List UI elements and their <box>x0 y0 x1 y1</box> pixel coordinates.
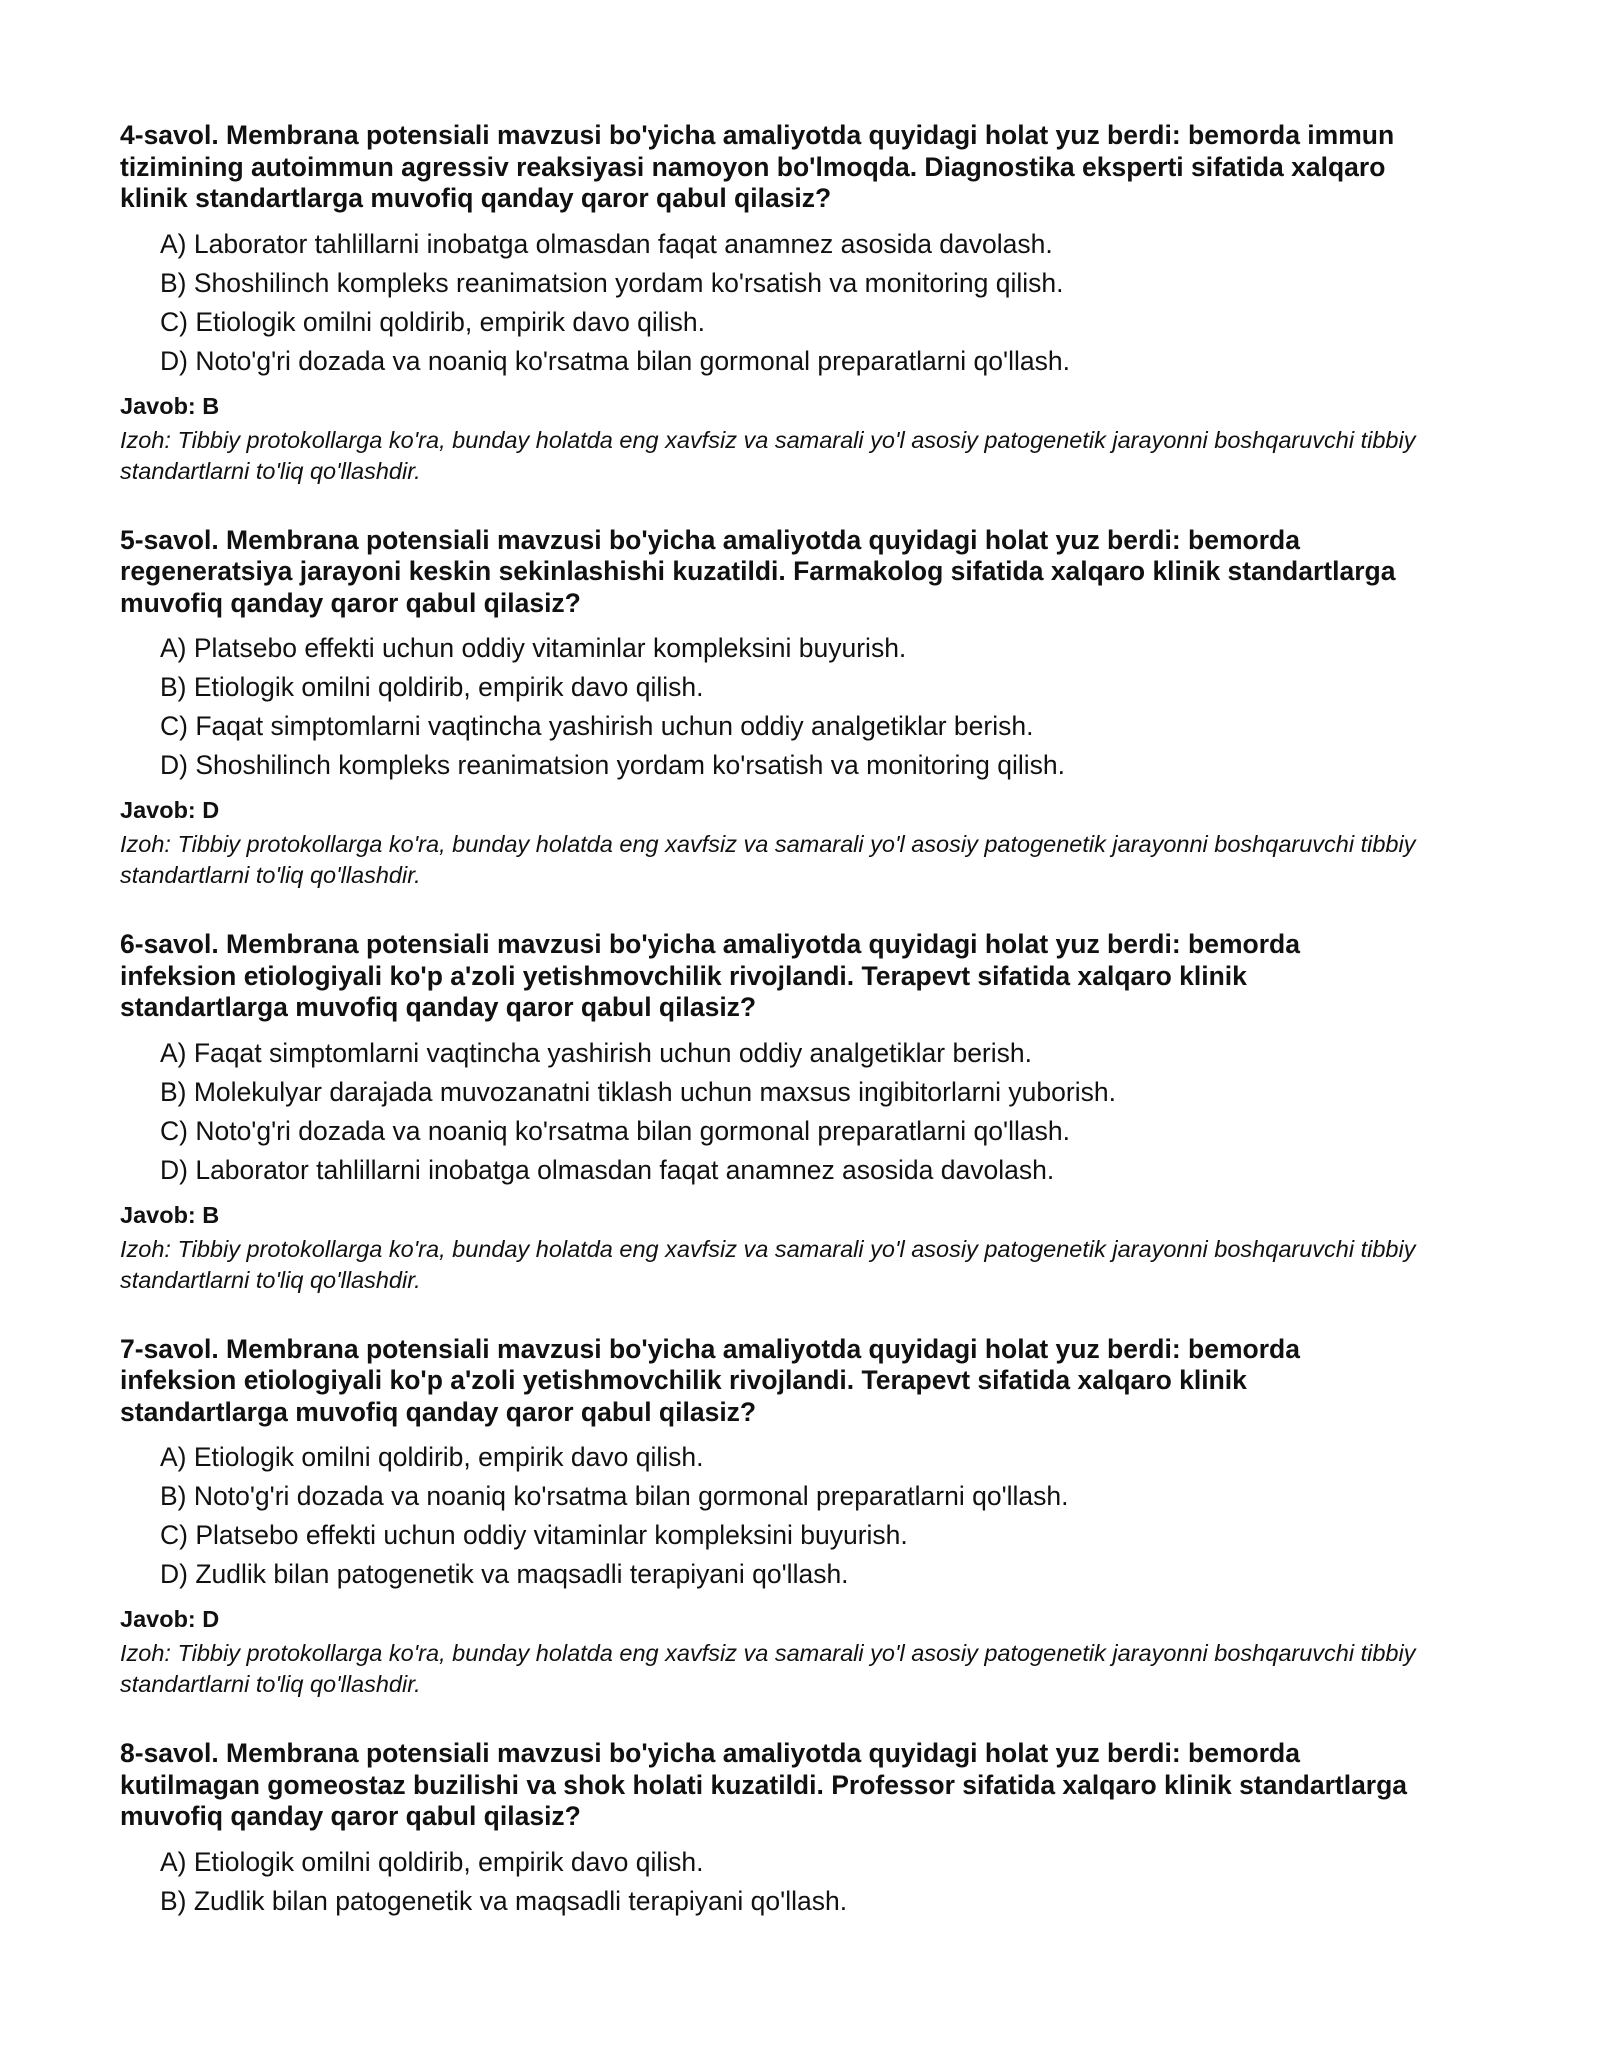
explanation-note: Izoh: Tibbiy protokollarga ko'ra, bunday holatda eng xavfsiz va samarali yo'l asosiy patogenetik jarayonni boshqaruvchi tibbiy standartlarni to'liq qo'llashdir. <box>120 1235 1416 1293</box>
option-a: A) Etiologik omilni qoldirib, empirik davo qilish. <box>160 1846 704 1877</box>
question-title: 4-savol. Membrana potensiali mavzusi bo'yicha amaliyotda quyidagi holat yuz berdi: bemorda immun tizimining autoimmun agressiv reaksiyasi namoyon bo'lmoqda. Diagnostika eksperti sifatida xalqaro klinik standartlarga muvofiq qanday qaror qabul qilasiz? <box>120 120 1395 213</box>
option-b: B) Zudlik bilan patogenetik va maqsadli terapiyani qo'llash. <box>160 1885 848 1916</box>
option-b: B) Etiologik omilni qoldirib, empirik davo qilish. <box>160 672 704 702</box>
option-a: A) Laborator tahlillarni inobatga olmasdan faqat anamnez asosida davolash. <box>160 228 1053 259</box>
option-a: A) Platsebo effekti uchun oddiy vitaminlar kompleksini buyurish. <box>160 633 907 663</box>
option-d: D) Zudlik bilan patogenetik va maqsadli terapiyani qo'llash. <box>160 1559 849 1589</box>
question-5 <box>120 525 1420 892</box>
option-list <box>120 629 1420 785</box>
question-8 <box>120 1738 1420 1921</box>
answer-label: Javob: B <box>120 392 220 419</box>
option-c: C) Etiologik omilni qoldirib, empirik davo qilish. <box>160 306 705 337</box>
question-7 <box>120 1334 1420 1701</box>
option-b: B) Noto'g'ri dozada va noaniq ko'rsatma bilan gormonal preparatlarni qo'llash. <box>160 1481 1069 1511</box>
question-title: 7-savol. Membrana potensiali mavzusi bo'yicha amaliyotda quyidagi holat yuz berdi: bemorda infeksion etiologiyali ko'p a'zoli yetishmovchilik rivojlandi. Terapevt sifatida xalqaro klinik standartlarga muvofiq qanday qaror qabul qilasiz? <box>120 1333 1300 1427</box>
question-title: 5-savol. Membrana potensiali mavzusi bo'yicha amaliyotda quyidagi holat yuz berdi: bemorda regeneratsiya jarayoni keskin sekinlashishi kuzatildi. Farmakolog sifatida xalqaro klinik standartlarga muvofiq qanday qaror qabul qilasiz? <box>120 524 1396 618</box>
option-d: D) Shoshilinch kompleks reanimatsion yordam ko'rsatish va monitoring qilish. <box>160 750 1065 780</box>
explanation-note: Izoh: Tibbiy protokollarga ko'ra, bunday holatda eng xavfsiz va samarali yo'l asosiy patogenetik jarayonni boshqaruvchi tibbiy standartlarni to'liq qo'llashdir. <box>120 831 1416 888</box>
option-list <box>120 1843 1420 1921</box>
document-page <box>120 120 1420 1959</box>
option-list <box>120 225 1420 381</box>
question-4 <box>120 120 1420 487</box>
option-d: D) Laborator tahlillarni inobatga olmasdan faqat anamnez asosida davolash. <box>160 1154 1055 1185</box>
option-c: C) Platsebo effekti uchun oddiy vitaminlar kompleksini buyurish. <box>160 1520 908 1550</box>
question-6 <box>120 929 1420 1296</box>
option-list <box>120 1034 1420 1190</box>
option-b: B) Shoshilinch kompleks reanimatsion yordam ko'rsatish va monitoring qilish. <box>160 267 1064 298</box>
option-d: D) Noto'g'ri dozada va noaniq ko'rsatma bilan gormonal preparatlarni qo'llash. <box>160 345 1070 376</box>
option-c: C) Faqat simptomlarni vaqtincha yashirish uchun oddiy analgetiklar berish. <box>160 711 1034 741</box>
answer-label: Javob: B <box>120 1201 220 1228</box>
option-b: B) Molekulyar darajada muvozanatni tiklash uchun maxsus ingibitorlarni yuborish. <box>160 1076 1116 1107</box>
option-a: A) Faqat simptomlarni vaqtincha yashirish uchun oddiy analgetiklar berish. <box>160 1037 1032 1068</box>
option-list <box>120 1438 1420 1594</box>
question-title: 8-savol. Membrana potensiali mavzusi bo'yicha amaliyotda quyidagi holat yuz berdi: bemorda kutilmagan gomeostaz buzilishi va shok holati kuzatildi. Professor sifatida xalqaro klinik standartlarga muvofiq qanday qaror qabul qilasiz? <box>120 1738 1408 1831</box>
explanation-note: Izoh: Tibbiy protokollarga ko'ra, bunday holatda eng xavfsiz va samarali yo'l asosiy patogenetik jarayonni boshqaruvchi tibbiy standartlarni to'liq qo'llashdir. <box>120 1640 1416 1697</box>
question-title: 6-savol. Membrana potensiali mavzusi bo'yicha amaliyotda quyidagi holat yuz berdi: bemorda infeksion etiologiyali ko'p a'zoli yetishmovchilik rivojlandi. Terapevt sifatida xalqaro klinik standartlarga muvofiq qanday qaror qabul qilasiz? <box>120 929 1300 1022</box>
answer-label: Javob: D <box>120 1606 220 1632</box>
explanation-note: Izoh: Tibbiy protokollarga ko'ra, bunday holatda eng xavfsiz va samarali yo'l asosiy patogenetik jarayonni boshqaruvchi tibbiy standartlarni to'liq qo'llashdir. <box>120 426 1416 484</box>
option-c: C) Noto'g'ri dozada va noaniq ko'rsatma bilan gormonal preparatlarni qo'llash. <box>160 1115 1070 1146</box>
option-a: A) Etiologik omilni qoldirib, empirik davo qilish. <box>160 1442 704 1472</box>
answer-label: Javob: D <box>120 797 220 823</box>
